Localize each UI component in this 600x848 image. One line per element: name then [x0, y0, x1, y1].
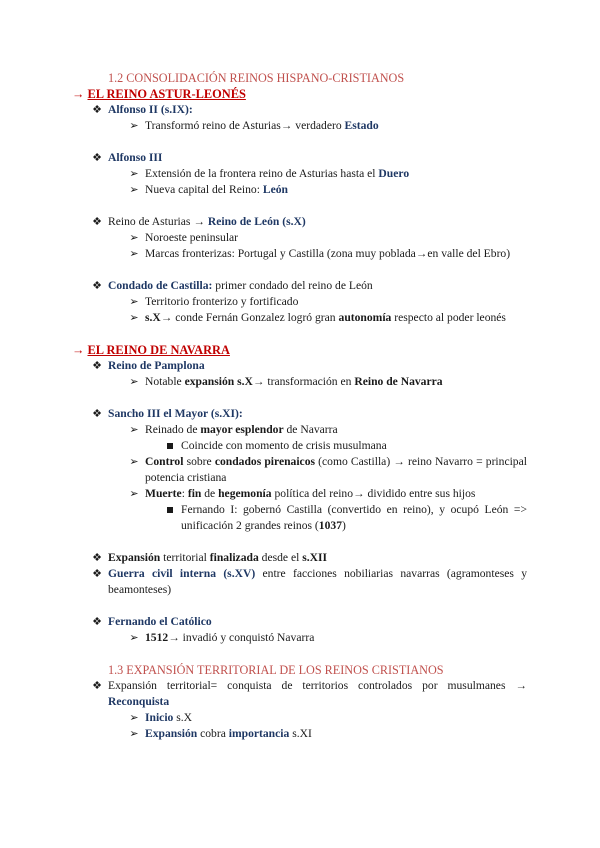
- sub-item-text: [145, 486, 475, 502]
- bold: s.X: [145, 311, 161, 324]
- text: ): [341, 519, 346, 532]
- arrow-bullet-icon: ➢: [129, 120, 139, 132]
- heading-text: EL REINO DE NAVARRA: [87, 343, 230, 357]
- keyword: Reconquista: [108, 695, 170, 708]
- arrow-icon: →: [72, 87, 85, 101]
- section-heading-1-3: 1.3 EXPANSIÓN TERRITORIAL DE LOS REINOS CRISTIANOS: [108, 663, 444, 677]
- arrow-bullet-icon: ➢: [129, 184, 139, 196]
- text: :: [181, 487, 188, 500]
- text: → transformación en: [252, 375, 355, 388]
- item-sancho-iii: Sancho III el Mayor (s.XI):: [108, 407, 243, 420]
- sub-item-text: [145, 166, 409, 182]
- arrow-bullet-icon: ➢: [129, 424, 139, 436]
- diamond-bullet-icon: ❖: [92, 280, 102, 292]
- keyword: Duero: [378, 167, 410, 180]
- diamond-bullet-icon: ❖: [92, 360, 102, 372]
- sub-item-text: [145, 454, 527, 486]
- item-alfonso-ii: Alfonso II (s.IX):: [108, 103, 193, 116]
- keyword: importancia: [228, 727, 290, 740]
- keyword: Inicio: [145, 711, 174, 724]
- diamond-bullet-icon: ❖: [92, 152, 102, 164]
- bold: finalizada: [209, 551, 259, 564]
- bold: expansión s.X: [184, 375, 253, 388]
- keyword: Estado: [344, 119, 379, 132]
- sub-item-text: [145, 118, 379, 134]
- sub-sub-item-text: [181, 502, 527, 534]
- sub-item-text: Noroeste peninsular: [145, 231, 239, 244]
- arrow-bullet-icon: ➢: [129, 488, 139, 500]
- sub-item-text: Territorio fronterizo y fortificado: [145, 295, 299, 308]
- text: s.XI: [289, 727, 312, 740]
- text: → invadió y conquistó Navarra: [168, 631, 315, 644]
- arrow-bullet-icon: ➢: [129, 296, 139, 308]
- bold: hegemonía: [218, 487, 272, 500]
- diamond-bullet-icon: ❖: [92, 216, 102, 228]
- arrow-bullet-icon: ➢: [129, 632, 139, 644]
- text: de Navarra: [283, 423, 338, 436]
- sub-item-text: [145, 182, 288, 198]
- item-expansion-finalizada: [108, 550, 327, 566]
- text: Reino de Asturias →: [108, 215, 208, 228]
- bold: Expansión: [108, 551, 161, 564]
- square-bullet-icon: [167, 443, 173, 449]
- sub-item-text: Marcas fronterizas: Portugal y Castilla (zona muy poblada→en valle del Ebro): [145, 247, 511, 260]
- heading-text: EL REINO ASTUR-LEONÉS: [87, 87, 246, 101]
- text: Extensión de la frontera reino de Asturias hasta el: [145, 167, 379, 180]
- text: entre facciones nobiliarias navarras (agramonteses y beamonteses): [108, 567, 527, 596]
- text: respecto al poder leonés: [391, 311, 506, 324]
- keyword: Condado de Castilla:: [108, 279, 213, 292]
- arrow-bullet-icon: ➢: [129, 728, 139, 740]
- text: Notable: [145, 375, 185, 388]
- text: Reinado de: [145, 423, 201, 436]
- arrow-bullet-icon: ➢: [129, 248, 139, 260]
- item-reino-leon: [108, 214, 306, 230]
- item-expansion-territorial: [108, 678, 527, 710]
- diamond-bullet-icon: ❖: [92, 680, 102, 692]
- arrow-bullet-icon: ➢: [129, 456, 139, 468]
- heading-reino-astur-leones: [72, 86, 246, 102]
- item-reino-pamplona: Reino de Pamplona: [108, 359, 205, 372]
- diamond-bullet-icon: ❖: [92, 552, 102, 564]
- bold: autonomía: [338, 311, 392, 324]
- section-heading-1-2: 1.2 CONSOLIDACIÓN REINOS HISPANO-CRISTIANOS: [108, 71, 405, 85]
- keyword: León: [262, 183, 288, 196]
- keyword: Expansión: [145, 727, 198, 740]
- arrow-icon: →: [72, 343, 85, 357]
- text: política del reino→ dividido entre sus hijos: [271, 487, 476, 500]
- text: cobra: [197, 727, 229, 740]
- bold: 1512: [145, 631, 169, 644]
- bold: Reino de Navarra: [354, 375, 443, 388]
- text: (como Castilla) → reino Navarro = principal potencia cristiana: [145, 455, 527, 484]
- text: Transformó reino de Asturias→ verdadero: [145, 119, 345, 132]
- bold: condados pirenaicos: [214, 455, 316, 468]
- bold: 1037: [318, 519, 342, 532]
- diamond-bullet-icon: ❖: [92, 568, 102, 580]
- item-alfonso-iii: Alfonso III: [108, 151, 163, 164]
- diamond-bullet-icon: ❖: [92, 616, 102, 628]
- item-condado-castilla: [108, 278, 373, 294]
- text: sobre: [183, 455, 215, 468]
- text: desde el: [258, 551, 303, 564]
- bold: fin: [187, 487, 202, 500]
- bold: s.XII: [302, 551, 328, 564]
- sub-item-text: [145, 422, 338, 438]
- arrow-bullet-icon: ➢: [129, 312, 139, 324]
- sub-item-text: [145, 374, 443, 390]
- square-bullet-icon: [167, 507, 173, 513]
- arrow-bullet-icon: ➢: [129, 232, 139, 244]
- arrow-bullet-icon: ➢: [129, 376, 139, 388]
- text: → conde Fernán Gonzalez logró gran: [160, 311, 339, 324]
- keyword: Reino de León (s.X): [207, 215, 306, 228]
- sub-sub-item-text: Coincide con momento de crisis musulmana: [181, 439, 387, 452]
- item-guerra-civil: [108, 566, 527, 598]
- text: primer condado del reino de León: [212, 279, 373, 292]
- text: territorial: [160, 551, 210, 564]
- text: s.X: [173, 711, 193, 724]
- text: Nueva capital del Reino:: [145, 183, 263, 196]
- keyword: Guerra civil interna (s.XV): [108, 567, 256, 580]
- bold: Muerte: [145, 487, 182, 500]
- text: Fernando I: gobernó Castilla (convertido en reino), y ocupó León => unificación 2 grandes reinos (: [181, 503, 527, 532]
- diamond-bullet-icon: ❖: [92, 104, 102, 116]
- sub-item-text: [145, 630, 314, 646]
- item-fernando-catolico: Fernando el Católico: [108, 615, 212, 628]
- arrow-bullet-icon: ➢: [129, 712, 139, 724]
- diamond-bullet-icon: ❖: [92, 408, 102, 420]
- bold: Control: [145, 455, 184, 468]
- bold: mayor esplendor: [200, 423, 284, 436]
- sub-item-text: [145, 710, 192, 726]
- sub-item-text: [145, 310, 506, 326]
- text: de: [201, 487, 219, 500]
- arrow-bullet-icon: ➢: [129, 168, 139, 180]
- text: Expansión territorial= conquista de territorios controlados por musulmanes →: [108, 679, 527, 692]
- heading-reino-navarra: [72, 342, 230, 358]
- sub-item-text: [145, 726, 312, 742]
